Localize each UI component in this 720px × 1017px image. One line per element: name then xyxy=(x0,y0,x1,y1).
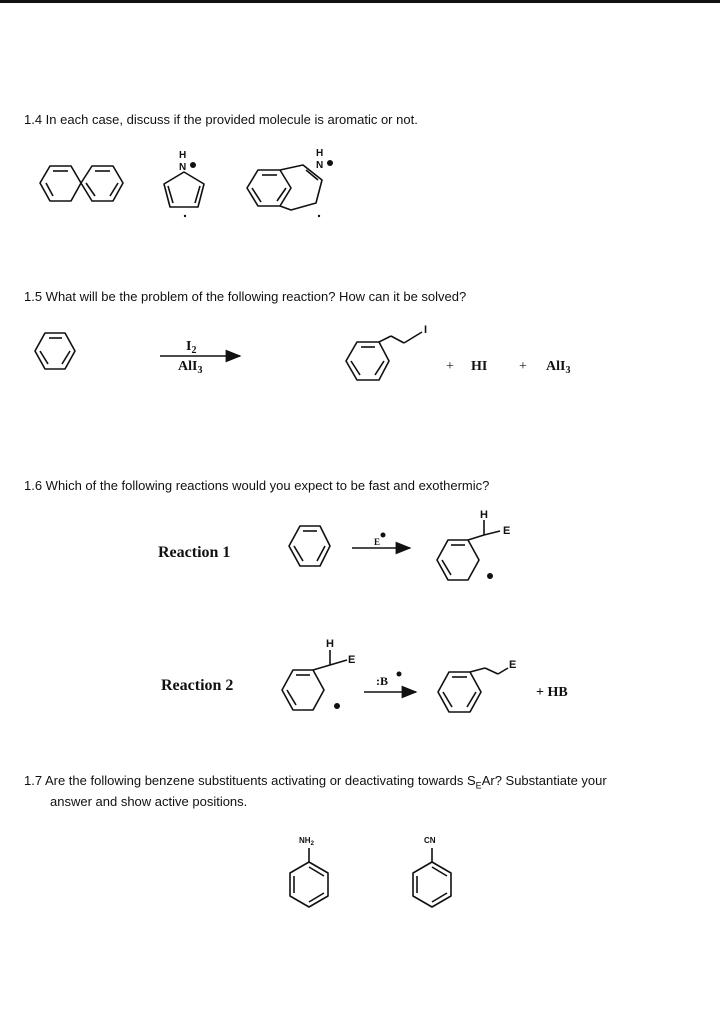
nh-label-2: H xyxy=(316,148,324,159)
benzonitrile-structure xyxy=(413,848,451,907)
aniline-structure xyxy=(290,848,328,907)
h-label-2: H xyxy=(326,638,334,650)
substituted-benzene-product xyxy=(438,668,508,712)
negative-charge-icon xyxy=(397,672,402,677)
question-1-6: 1.6 Which of the following reactions would you expect to be fast and exothermic? xyxy=(24,478,490,493)
base-label: :B xyxy=(376,674,388,688)
nh2-label: $NH_2$ xyxy=(299,836,314,847)
iodo-substituent: I xyxy=(424,324,428,336)
iodobenzene-product xyxy=(346,332,422,380)
benzene-reactant-1-6 xyxy=(289,526,330,566)
positive-charge-icon xyxy=(190,162,196,168)
question-1-4: 1.4 In each case, discuss if the provided molecule is aromatic or not. xyxy=(24,112,418,127)
naphthalene-structure xyxy=(40,166,123,201)
e-label-2: E xyxy=(348,654,356,666)
fused-ring-ammonium-structure xyxy=(247,165,322,210)
plus-sign-1: + xyxy=(446,359,454,374)
sigma-complex-1 xyxy=(437,520,500,580)
positive-charge-icon xyxy=(487,573,493,579)
positive-charge-icon xyxy=(334,703,340,709)
reaction-1-label: Reaction 1 xyxy=(158,544,231,561)
reagent-i2: $I_2$ xyxy=(186,339,197,356)
electrophile-e: E xyxy=(374,537,381,547)
cn-label: CN xyxy=(424,836,436,845)
benzene-reactant-1-5 xyxy=(35,333,75,369)
byproduct-ali3: AlI$_3$ xyxy=(546,359,571,376)
plus-sign-2: + xyxy=(519,359,527,374)
lone-dot-icon xyxy=(318,215,320,217)
byproduct-hi: HI xyxy=(471,359,488,374)
question-1-5: 1.5 What will be the problem of the following reaction? How can it be solved? xyxy=(24,289,467,304)
lone-dot-icon xyxy=(184,215,186,217)
n-label-2: N xyxy=(316,160,324,171)
positive-charge-icon xyxy=(381,533,386,538)
sigma-complex-2 xyxy=(282,650,347,710)
reagent-ali3: AlI$_3$ xyxy=(178,359,203,376)
question-1-7-line2: answer and show active positions. xyxy=(50,794,248,809)
e-label-1: E xyxy=(503,525,511,537)
positive-charge-icon xyxy=(327,160,333,166)
five-ring-ammonium-structure xyxy=(164,172,204,207)
question-1-7-line1: 1.7 Are the following benzene substituents activating or deactivating towards $S_EAr$? Substantiate your xyxy=(24,773,607,791)
h-label-1: H xyxy=(480,509,488,521)
nh-label-1: H xyxy=(179,150,187,161)
byproduct-hb: + HB xyxy=(536,685,568,700)
n-label-1: N xyxy=(179,162,187,173)
e-label-3: E xyxy=(509,659,517,671)
reaction-2-label: Reaction 2 xyxy=(161,677,234,694)
